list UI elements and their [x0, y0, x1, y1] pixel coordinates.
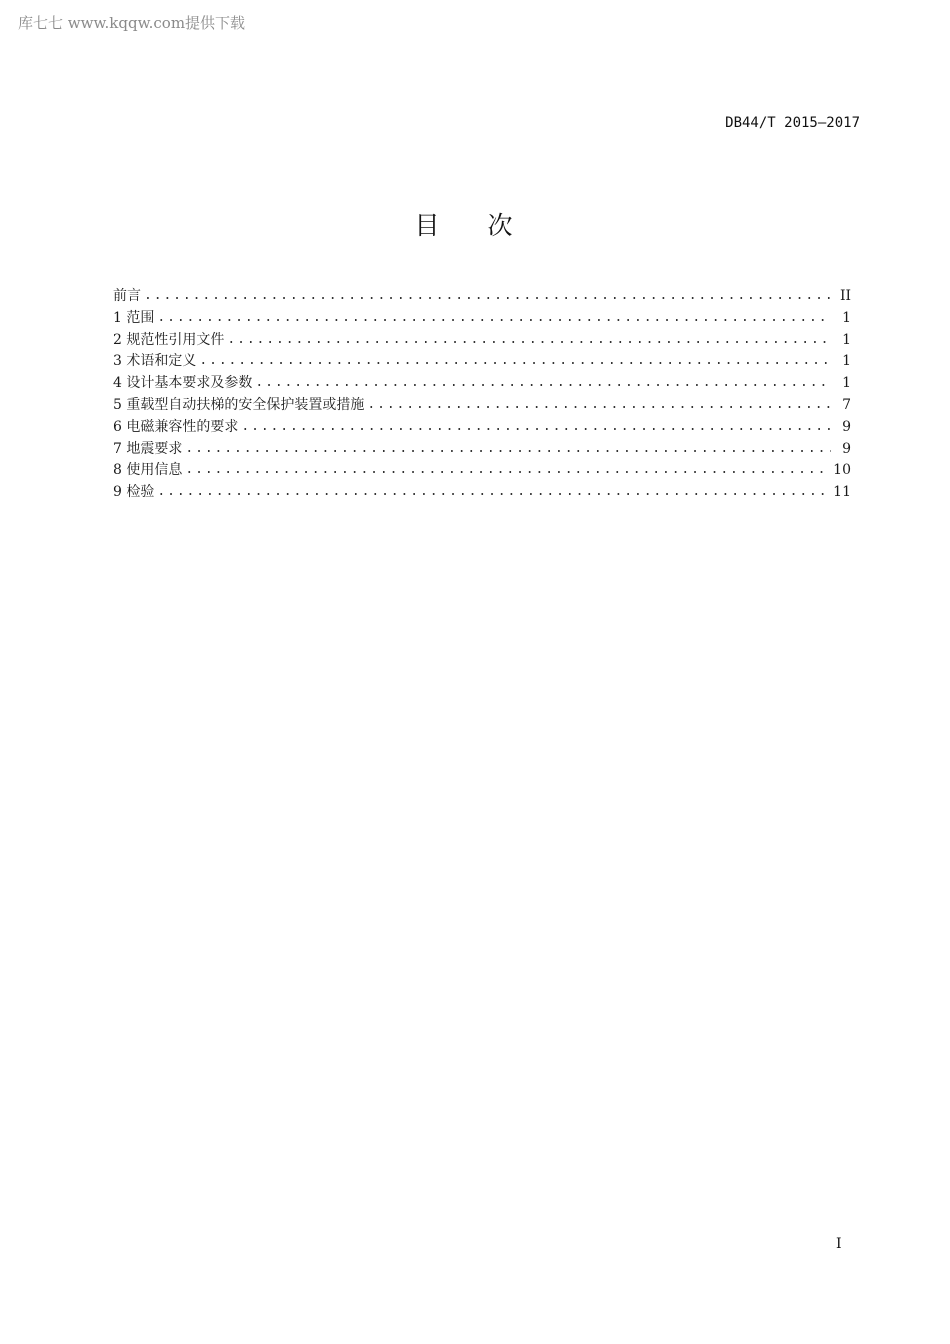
toc-item-page: 1	[842, 375, 851, 392]
toc-title: 目次	[414, 211, 561, 240]
table-of-contents	[113, 286, 851, 504]
toc-item-label: 1 范围	[113, 309, 155, 326]
toc-item-label: 2 规范性引用文件	[113, 331, 225, 348]
dot-leader	[185, 459, 827, 481]
dot-leader	[144, 285, 831, 307]
toc-item-label: 3 术语和定义	[113, 353, 197, 370]
document-code: DB44/T 2015—2017	[725, 115, 860, 131]
toc-item-safety-protection[interactable]	[113, 395, 851, 417]
toc-item-inspection[interactable]	[113, 482, 851, 504]
dot-leader	[185, 438, 831, 460]
toc-item-usage-information[interactable]	[113, 460, 851, 482]
toc-item-page: 7	[842, 396, 851, 413]
toc-item-label: 4 设计基本要求及参数	[113, 375, 253, 392]
toc-item-label: 前言	[113, 288, 141, 304]
watermark-text: 库七七 www.kqqw.com提供下载	[18, 14, 246, 32]
toc-item-normative-references[interactable]	[113, 330, 851, 352]
toc-item-page: II	[839, 288, 851, 304]
toc-item-foreword[interactable]	[113, 286, 851, 308]
dot-leader	[199, 350, 831, 372]
dot-leader	[367, 394, 831, 416]
toc-item-design-requirements[interactable]	[113, 373, 851, 395]
toc-item-label: 6 电磁兼容性的要求	[113, 418, 239, 435]
page-number: I	[836, 1236, 842, 1252]
toc-item-scope[interactable]	[113, 308, 851, 330]
toc-item-page: 9	[842, 418, 851, 435]
dot-leader	[255, 372, 831, 394]
toc-item-page: 9	[842, 440, 851, 457]
toc-item-emc-requirements[interactable]	[113, 417, 851, 439]
toc-item-terms-definitions[interactable]	[113, 351, 851, 373]
toc-item-page: 1	[842, 353, 851, 370]
toc-item-label: 8 使用信息	[113, 462, 183, 479]
toc-item-page: 10	[833, 462, 851, 479]
toc-item-page: 1	[842, 309, 851, 326]
toc-item-label: 7 地震要求	[113, 440, 183, 457]
dot-leader	[227, 329, 831, 351]
toc-item-page: 11	[833, 484, 851, 501]
toc-item-label: 5 重载型自动扶梯的安全保护装置或措施	[113, 396, 365, 413]
dot-leader	[157, 481, 827, 503]
toc-item-seismic-requirements[interactable]	[113, 439, 851, 461]
toc-item-page: 1	[842, 331, 851, 348]
dot-leader	[241, 416, 831, 438]
dot-leader	[157, 307, 831, 329]
toc-item-label: 9 检验	[113, 484, 155, 501]
